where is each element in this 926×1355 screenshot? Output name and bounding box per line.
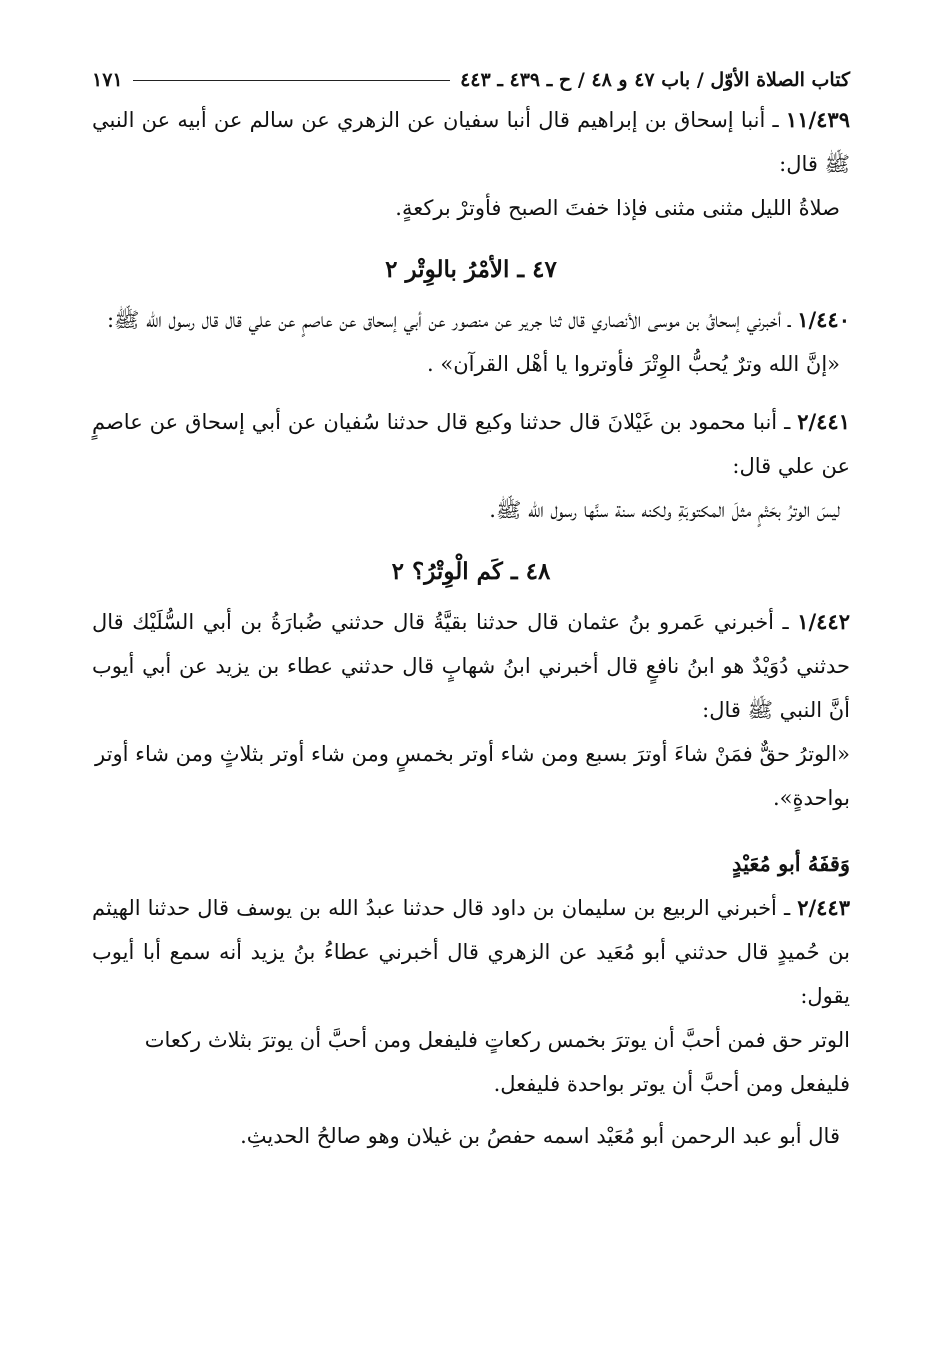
isnad-text: ـ أخبرني الربيع بن سليمان بن داود قال حدثنا عبدُ الله بن يوسف قال حدثنا الهيثم بن حُميدٍ قال حدثني أبو مُعَيد عن الزهري قال أخبرني عطاءُ بنُ يزيد أنه سمع أبا أيوب يقول: xyxy=(92,896,850,1008)
chapter-heading-47: ٤٧ ـ الأمْرُ بالوِتْر ٢ xyxy=(385,256,557,283)
hadith-number: ٢/٤٤١ xyxy=(797,409,850,434)
hadith-441-matn: ليسَ الوترُ بحَتْمٍ مثلَ المكتوبَةِ ولكنه سنة سنَّها رسول الله ﷺ. xyxy=(489,498,840,522)
hadith-442-isnad xyxy=(92,600,850,732)
hadith-number: ١/٤٤٠ xyxy=(797,307,850,332)
hadith-442-matn: «الوترُ حقٌّ فمَنْ شاءَ أوترَ بسبع ومن شاء أوتر بخمسٍ ومن شاء أوتر بثلاثٍ ومن شاء أوتر بواحدةٍ». xyxy=(95,742,850,810)
chapter-heading-48: ٤٨ ـ كَم الْوِتْرُ؟ ٢ xyxy=(391,558,551,585)
hadith-443-isnad xyxy=(92,886,850,1018)
isnad-text: ـ أخبرني عَمرو بنُ عثمان قال حدثنا بقيَّةُ قال حدثني ضُبارَةُ بن أبي السُّلَيْك قال حدثني دُوَيْدٌ هو ابنُ نافعٍ قال أخبرني ابنُ شهابٍ قال حدثني عطاء بن يزيد عن أبي أيوب أنَّ النبي ﷺ قال: xyxy=(92,610,850,722)
hadith-439-matn: صلاةُ الليل مثنى مثنى فإذا خفتَ الصبح فأوترْ بركعةٍ. xyxy=(395,196,840,220)
page-number: ١٧١ xyxy=(92,69,123,91)
book-page xyxy=(92,62,850,1315)
mawquf-note: وَقفَهُ أبو مُعَيْدٍ xyxy=(732,851,850,876)
hadith-number: ١١/٤٣٩ xyxy=(785,107,850,132)
header-rule xyxy=(133,80,450,81)
isnad-text: ـ أنبا إسحاق بن إبراهيم قال أنبا سفيان عن الزهري عن سالم عن أبيه عن النبي ﷺ قال: xyxy=(92,108,850,176)
hadith-439-isnad xyxy=(92,98,850,186)
hadith-443-matn: الوتر حق فمن أحبَّ أن يوترَ بخمس ركعاتٍ فليفعل ومن أحبَّ أن يوترَ بثلاث ركعات فليفعل ومن أحبَّ أن يوتر بواحدة فليفعل. xyxy=(144,1028,850,1096)
hadith-number: ١/٤٤٢ xyxy=(797,609,850,634)
header-title: كتاب الصلاة الأوّل / باب ٤٧ و ٤٨ / ح ـ ٤٣٩ ـ ٤٤٣ xyxy=(460,69,850,91)
author-comment: قال أبو عبد الرحمن أبو مُعَيْد اسمه حفصُ بن غيلان وهو صالحُ الحديثِ. xyxy=(240,1124,840,1148)
hadith-number: ٢/٤٤٣ xyxy=(797,895,850,920)
isnad-text: ـ أنبا محمود بن غَيْلانَ قال حدثنا وكيع قال حدثنا سُفيان عن أبي إسحاق عن عاصمٍ عن علي قال: xyxy=(92,410,850,478)
hadith-440-matn: «إنَّ الله وترٌ يُحبُّ الوِتْرَ فأوتروا يا أهْل القرآن» . xyxy=(427,352,840,376)
running-header xyxy=(92,62,850,98)
hadith-441-isnad xyxy=(92,400,850,488)
isnad-text: ـ أخبرني إسحاقُ بن موسى الأنصاري قال ثنا جرير عن منصور عن أبي إسحاق عن عاصمٍ عن علي قال قال رسول الله ﷺ: xyxy=(106,308,798,332)
hadith-440-isnad xyxy=(92,298,850,342)
